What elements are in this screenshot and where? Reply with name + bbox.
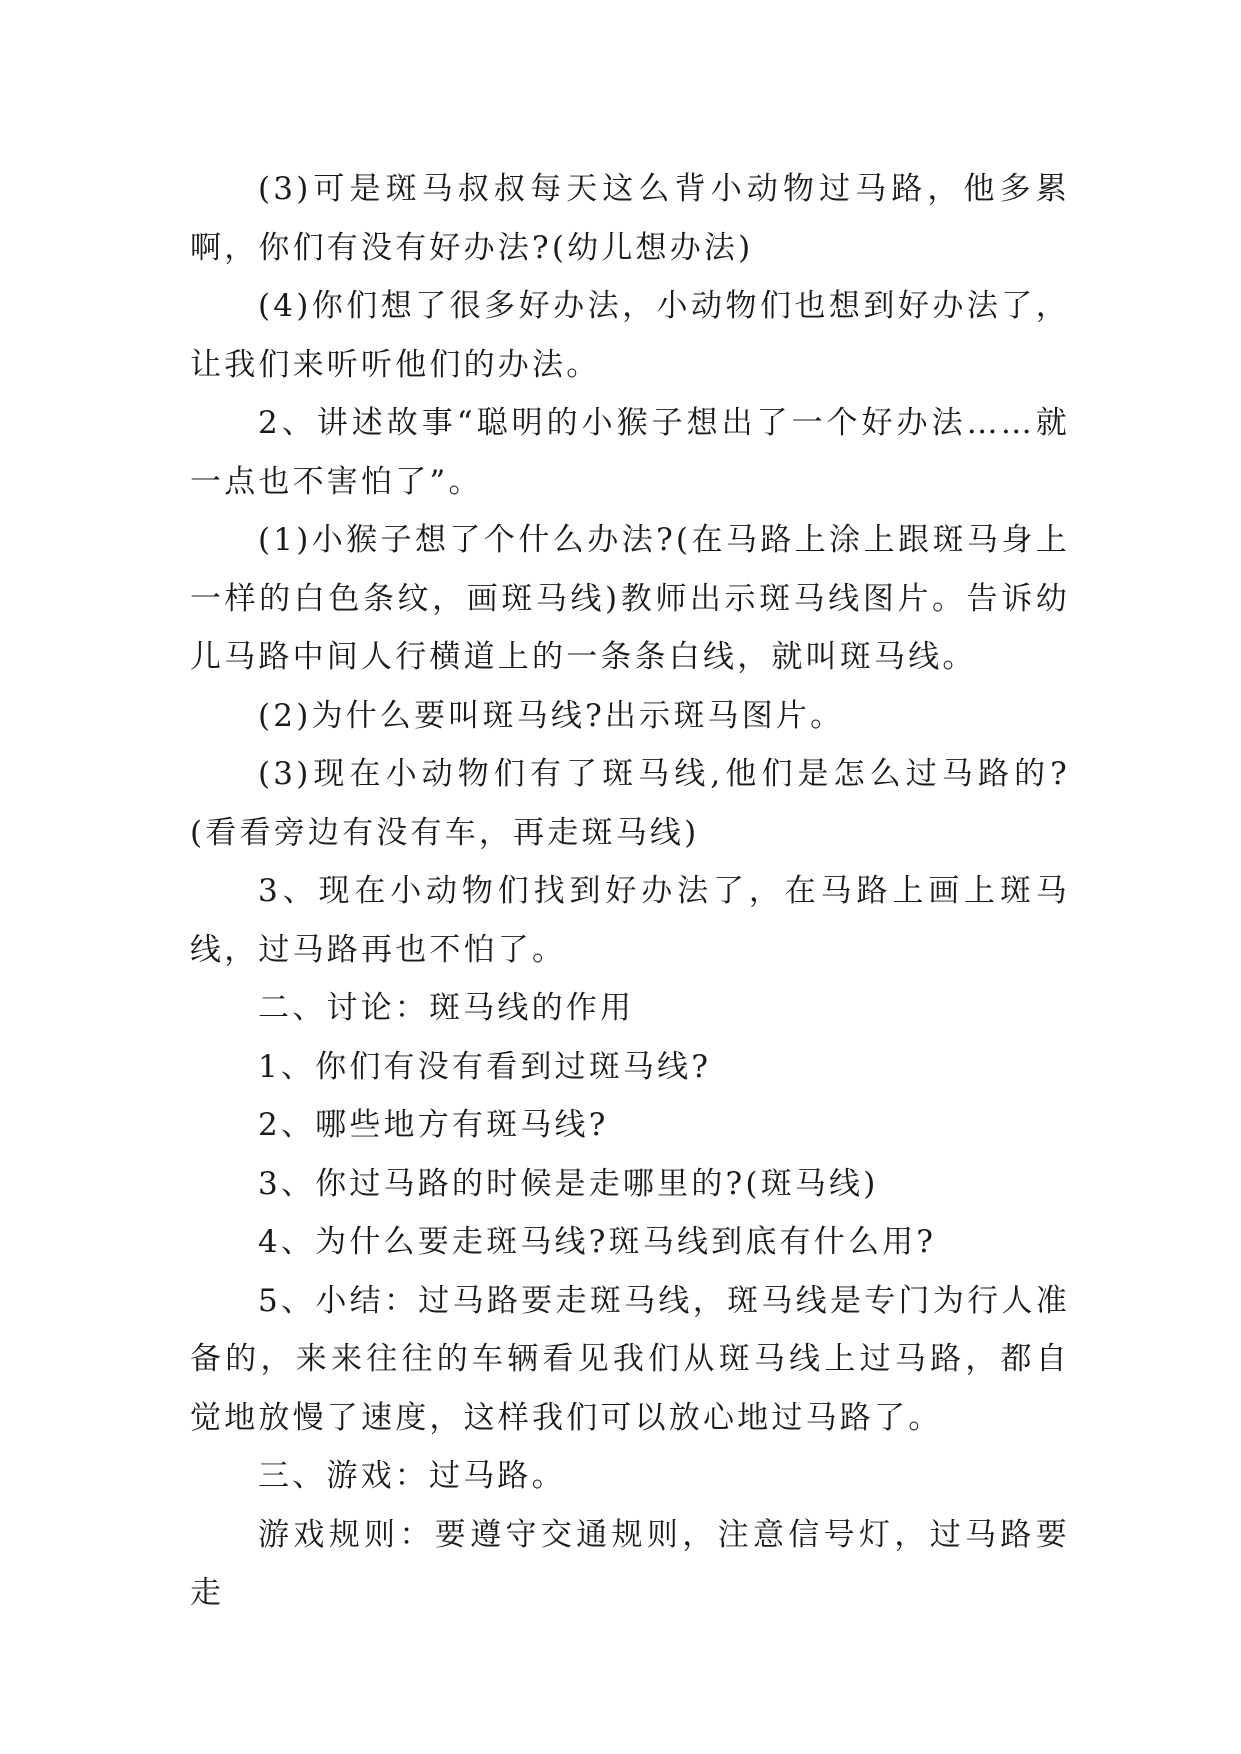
paragraph-15: 游戏规则：要遵守交通规则，注意信号灯，过马路要走 [190, 1516, 1070, 1611]
paragraph-2: (4)你们想了很多好办法，小动物们也想到好办法了，让我们来听听他们的办法。 [190, 288, 1070, 383]
document-body [190, 160, 1070, 1623]
paragraph-7: 3、现在小动物们找到好办法了，在马路上画上斑马线，过马路再也不怕了。 [190, 873, 1070, 968]
paragraph-5: (2)为什么要叫斑马线?出示斑马图片。 [258, 697, 845, 734]
paragraph-4: (1)小猴子想了个什么办法?(在马路上涂上跟斑马身上一样的白色条纹，画斑马线)教师出示斑马线图片。告诉幼儿马路中间人行横道上的一条条白线，就叫斑马线。 [190, 522, 1070, 675]
section-heading-game: 三、游戏：过马路。 [258, 1458, 566, 1494]
paragraph-12: 4、为什么要走斑马线?斑马线到底有什么用? [258, 1224, 937, 1260]
paragraph-9: 1、你们有没有看到过斑马线? [258, 1048, 712, 1085]
paragraph-1: (3)可是斑马叔叔每天这么背小动物过马路，他多累啊，你们有没有好办法?(幼儿想办法) [190, 171, 1070, 266]
paragraph-6: (3)现在小动物们有了斑马线,他们是怎么过马路的?(看看旁边有没有车，再走斑马线) [190, 756, 1070, 851]
paragraph-13: 5、小结：过马路要走斑马线，斑马线是专门为行人准备的，来来往往的车辆看见我们从斑马线上过马路，都自觉地放慢了速度，这样我们可以放心地过马路了。 [190, 1282, 1070, 1436]
section-heading-discussion: 二、讨论：斑马线的作用 [258, 990, 635, 1026]
paragraph-11: 3、你过马路的时候是走哪里的?(斑马线) [258, 1165, 879, 1202]
paragraph-10: 2、哪些地方有斑马线? [258, 1107, 609, 1143]
paragraph-3: 2、讲述故事“聪明的小猴子想出了一个好办法……就一点也不害怕了”。 [190, 405, 1070, 500]
